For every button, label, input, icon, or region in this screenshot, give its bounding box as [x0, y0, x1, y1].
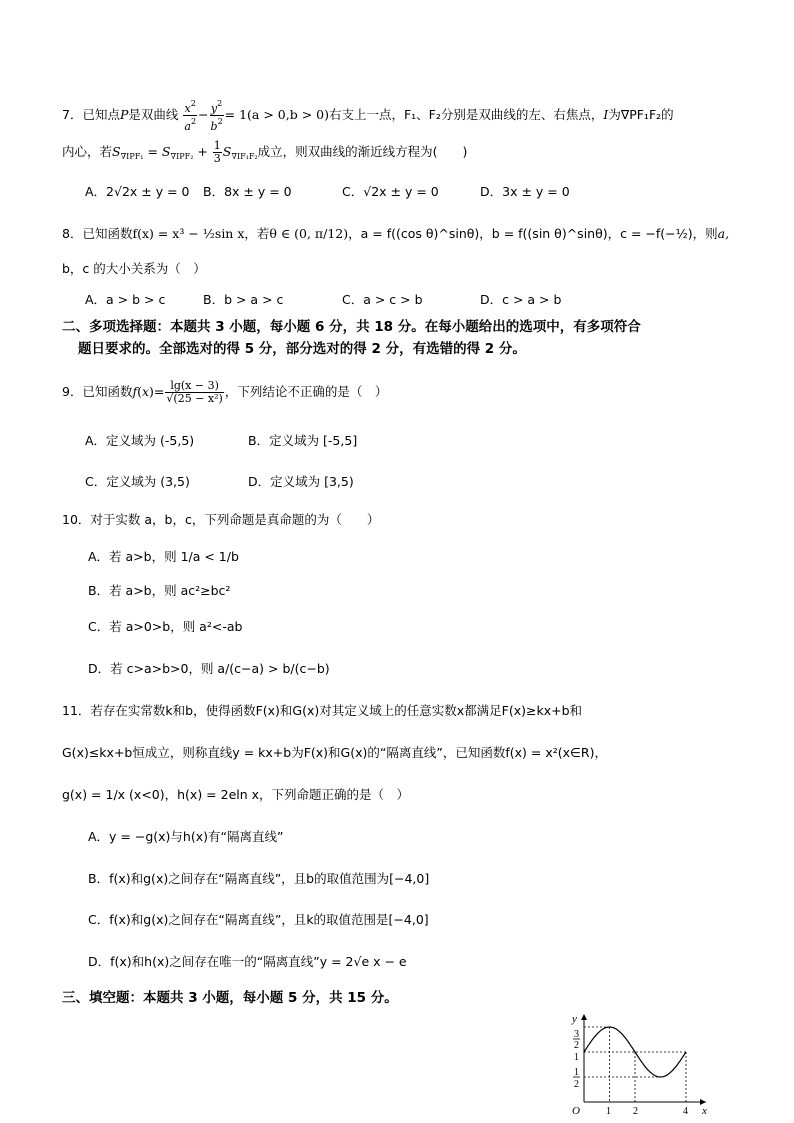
q7-option-b[interactable]: B．8x ± y = 0 [203, 184, 292, 199]
q8-option-a[interactable]: A．a > b > c [85, 292, 166, 307]
y-tick-3-2-den: 2 [574, 1040, 579, 1051]
q10-option-b[interactable]: B．若 a>b，则 ac²≥bc² [88, 583, 231, 598]
q9-stem-b: ，下列结论不正确的是（ ） [224, 384, 388, 399]
q10-stem: 10．对于实数 a，b，c，下列命题是真命题的为（ ） [62, 512, 380, 527]
q7-line1: 7．已知点P是双曲线 $\frac{x^2}{a^2}$ − $\frac{y^2}{b^2}$ = 1(a > 0,b > 0)右支上一点，F₁、F₂分别是双曲线的左、右焦点，I为∇PF₁F₂的 [62, 99, 674, 133]
q8-option-c[interactable]: C．a > c > b [342, 292, 423, 307]
q10-option-c[interactable]: C．若 a>0>b，则 a²<-ab [88, 619, 243, 634]
function-graph [564, 1010, 714, 1120]
q11-option-b[interactable]: B．f(x)和g(x)之间存在“隔离直线”，且b的取值范围为[−4,0] [88, 871, 430, 886]
q10-option-a[interactable]: A．若 a>b，则 1/a < 1/b [88, 549, 239, 564]
q7-incenter-l: I [603, 107, 609, 122]
q8-option-b[interactable]: B．b > a > c [203, 292, 284, 307]
q7-suffix: 右支上一点，F₁、F₂分别是双曲线的左、右焦点， [328, 107, 604, 122]
q7-option-a[interactable]: A．2√2x ± y = 0 [85, 184, 190, 199]
x-tick-1: 1 [606, 1106, 611, 1117]
q7-option-c[interactable]: C．√2x ± y = 0 [342, 184, 439, 199]
q9-stem-a: 9．已知函数 [62, 384, 133, 399]
q10-option-d[interactable]: D．若 c>a>b>0，则 a/(c−a) > b/(c−b) [88, 661, 330, 676]
q11-option-d[interactable]: D．f(x)和h(x)之间存在唯一的“隔离直线”y = 2√e x − e [88, 954, 407, 969]
y-axis-arrow [581, 1014, 587, 1020]
q7-line2-a: 内心，若 [62, 144, 113, 159]
q9-option-b[interactable]: B．定义域为 [-5,5] [248, 433, 358, 448]
q7-mid: 是双曲线 [128, 107, 179, 122]
q7-frac-y: $\frac{y^2}{b^2}$ [210, 99, 223, 133]
q9-num: lg(x − 3) [165, 380, 223, 393]
q11-line2: G(x)≤kx+b恒成立，则称直线y = kx+b为F(x)和G(x)的“隔离直线”，已知函数f(x) = x²(x∈R)， [62, 745, 607, 760]
q11-line3: g(x) = 1/x (x<0)，h(x) = 2eln x，下列命题正确的是（ ） [62, 787, 410, 802]
y-axis-label: y [572, 1013, 577, 1025]
y-tick-1: 1 [574, 1052, 579, 1063]
q8-line2: b，c 的大小关系为（ ） [62, 261, 206, 276]
q7-frac-x: $\frac{x^2}{a^2}$ [184, 99, 197, 133]
q9-option-a[interactable]: A．定义域为 (-5,5) [85, 433, 195, 448]
q8-func: f(x) = x³ − ½sin x [132, 226, 245, 241]
q9-option-c[interactable]: C．定义域为 (3,5) [85, 474, 190, 489]
y-tick-1-2-den: 2 [574, 1079, 579, 1090]
q11-option-a[interactable]: A．y = −g(x)与h(x)有“隔离直线” [88, 829, 284, 844]
x-tick-4: 4 [683, 1106, 688, 1117]
q9-stem: 9．已知函数f(x)= $\frac{\lg(x - 3)}{\text{√(25 − x²)}}$ ，下列结论不正确的是（ ） [62, 379, 388, 405]
q7-line2: 内心，若$S_{\nabla IPF_1} = S_{\nabla IPF_2}$ + $\frac{1}{3}$ $S_{\nabla IF_1F_2}$成立，则双曲线的渐近线方程为( ) [62, 139, 468, 165]
section3-title: 三、填空题：本题共 3 小题，每小题 5 分，共 15 分。 [62, 990, 398, 1006]
q8-line1-b: ，若 [244, 226, 270, 241]
q8-line1 [62, 225, 729, 243]
q8-line1-a: 8．已知函数 [62, 226, 133, 241]
y-tick-1-2-num: 1 [574, 1067, 579, 1078]
reference-lines [584, 1027, 686, 1102]
q7-line2-b: 成立，则双曲线的渐近线方程为( ) [257, 144, 468, 159]
q8-option-d[interactable]: D．c > a > b [480, 292, 562, 307]
q8-line1-end: a, [717, 226, 730, 241]
q9-den: √(25 − x²) [166, 392, 223, 405]
q9-fraction [165, 380, 223, 405]
x-axis-label: x [702, 1105, 707, 1117]
y-tick-3-2-num: 3 [574, 1029, 579, 1040]
q7-third: $\frac{1}{3}$ [213, 139, 221, 165]
q7-prefix: 7．已知点 [62, 107, 120, 122]
q8-line1-c: ，a = f((cos θ)^sinθ)，b = f((sin θ)^sinθ)，c = −f(−½)，则 [348, 226, 718, 241]
q9-option-d[interactable]: D．定义域为 [3,5) [248, 474, 354, 489]
q7-option-d[interactable]: D．3x ± y = 0 [480, 184, 570, 199]
q8-theta: θ ∈ (0, π/12) [269, 226, 349, 241]
x-tick-2: 2 [633, 1106, 638, 1117]
section2-line1: 二、多项选择题：本题共 3 小题，每小题 6 分，共 18 分。在每小题给出的选项中，有多项符合 [62, 319, 641, 335]
q11-line1: 11．若存在实常数k和b，使得函数F(x)和G(x)对其定义域上的任意实数x都满足F(x)≥kx+b和 [62, 703, 583, 718]
q7-point-p: P [119, 107, 129, 122]
section2-line2: 题日要求的。全部选对的得 5 分，部分选对的得 2 分，有选错的得 2 分。 [78, 341, 526, 357]
q7-cond: = 1(a > 0,b > 0) [224, 107, 329, 122]
q7-end: 为∇PF₁F₂的 [608, 107, 674, 122]
origin-label: O [572, 1105, 580, 1117]
q11-option-c[interactable]: C．f(x)和g(x)之间存在“隔离直线”，且k的取值范围是[−4,0] [88, 912, 429, 927]
